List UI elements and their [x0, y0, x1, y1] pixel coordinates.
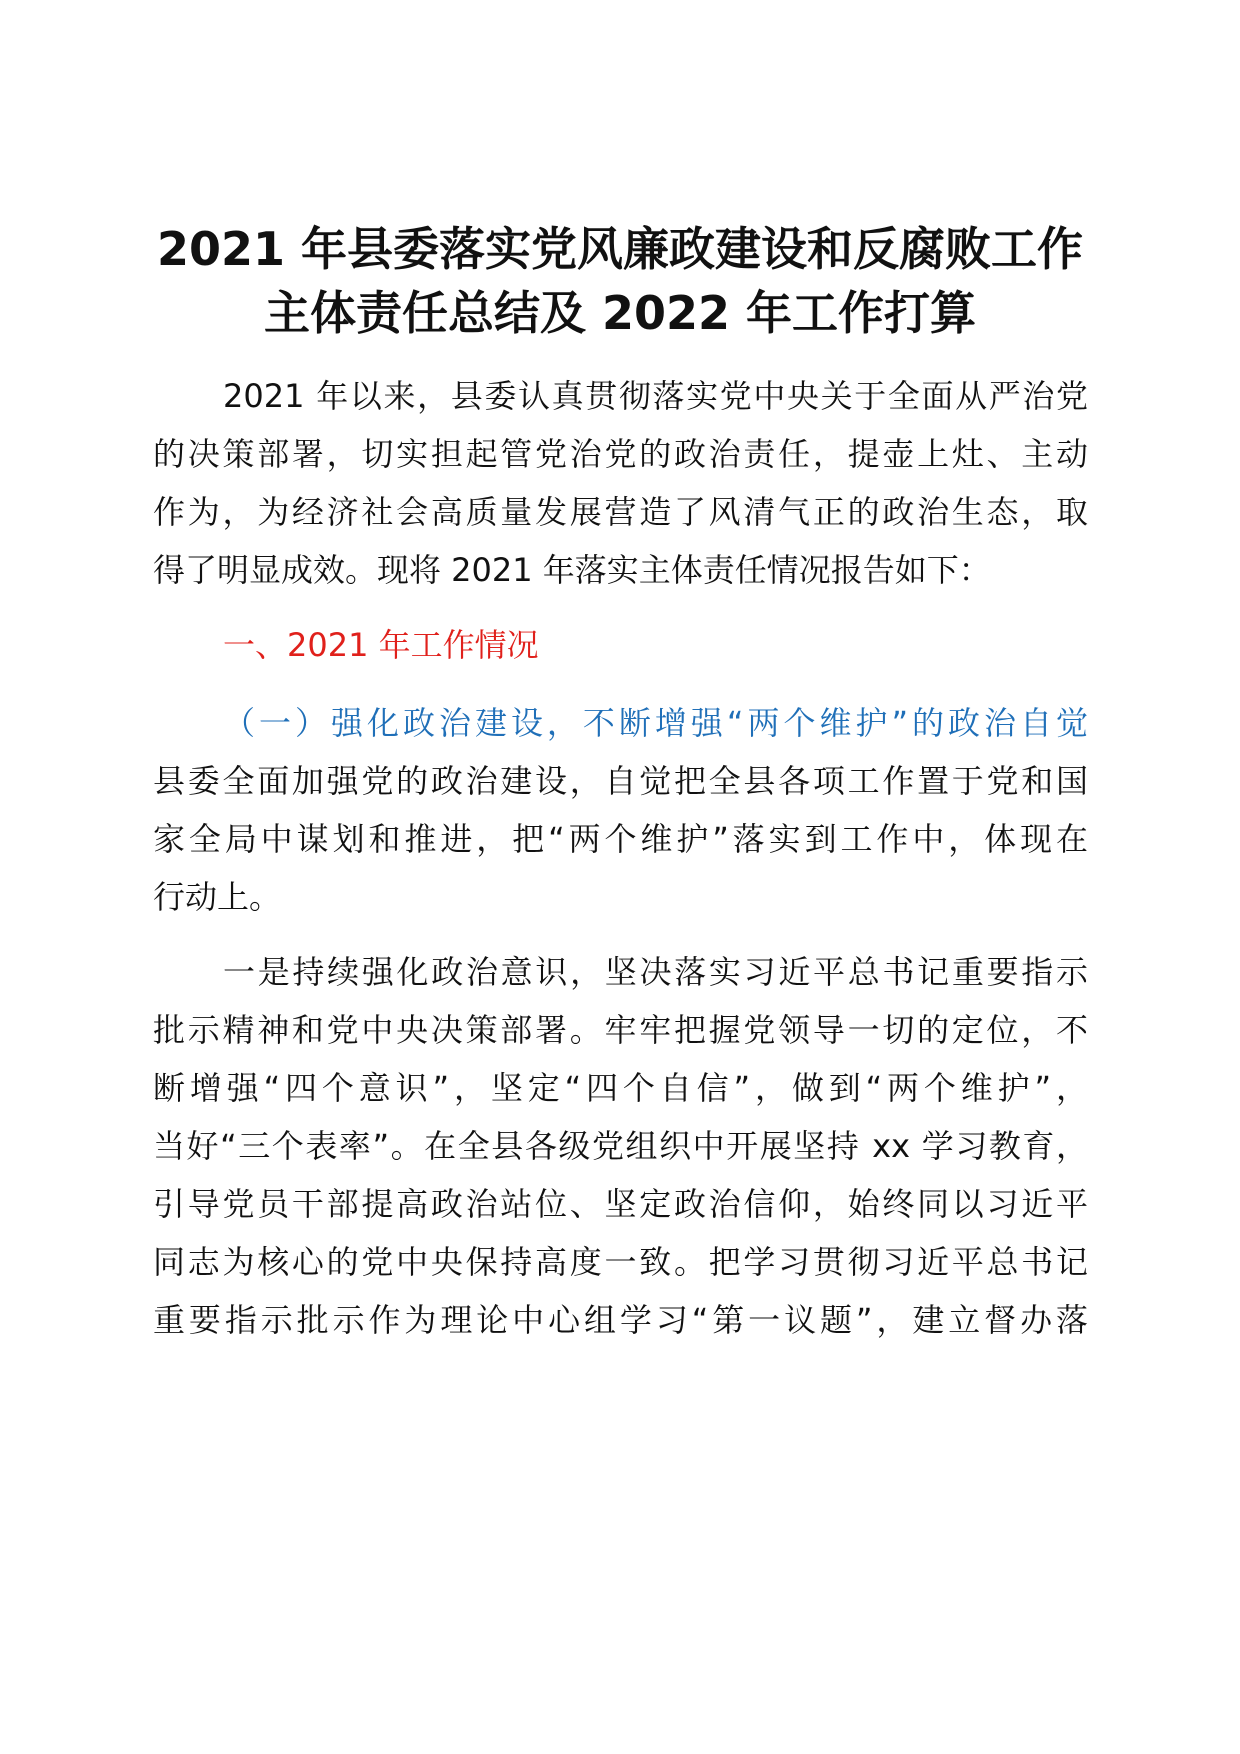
para2-line-3: 断增强“四个意识”，坚定“四个自信”，做到“两个维护”，: [153, 1069, 1088, 1107]
intro-line-1: 2021 年以来，县委认真贯彻落实党中央关于全面从严治党: [223, 377, 1088, 415]
para2-line-2: 批示精神和党中央决策部署。牢牢把握党领导一切的定位，不: [153, 1011, 1088, 1049]
para2-line-6: 同志为核心的党中央保持高度一致。把学习贯彻习近平总书记: [153, 1243, 1088, 1281]
document-title-line-1: 2021 年县委落实党风廉政建设和反腐败工作: [156, 222, 1084, 276]
para2-line-5: 引导党员干部提高政治站位、坚定政治信仰，始终同以习近平: [153, 1185, 1088, 1223]
intro-line-2: 的决策部署，切实担起管党治党的政治责任，提壶上灶、主动: [153, 435, 1088, 473]
document-title-line-2: 主体责任总结及 2022 年工作打算: [263, 286, 977, 340]
para1-line-2: 家全局中谋划和推进，把“两个维护”落实到工作中，体现在: [153, 820, 1088, 858]
para2-line-7: 重要指示批示作为理论中心组学习“第一议题”，建立督办落: [153, 1301, 1088, 1339]
intro-line-4: 得了明显成效。现将 2021 年落实主体责任情况报告如下：: [153, 551, 991, 589]
intro-line-3: 作为，为经济社会高质量发展营造了风清气正的政治生态，取: [153, 493, 1088, 531]
para2-line-1: 一是持续强化政治意识，坚决落实习近平总书记重要指示: [223, 953, 1088, 991]
para1-line-3: 行动上。: [153, 878, 282, 916]
para1-line-1: 县委全面加强党的政治建设，自觉把全县各项工作置于党和国: [153, 762, 1088, 800]
section-heading-1: 一、2021 年工作情况: [223, 626, 539, 664]
para2-line-4: 当好“三个表率”。在全县各级党组织中开展坚持 xx 学习教育，: [153, 1127, 1088, 1165]
subsection-heading-1: （一）强化政治建设，不断增强“两个维护”的政治自觉: [223, 704, 1088, 742]
